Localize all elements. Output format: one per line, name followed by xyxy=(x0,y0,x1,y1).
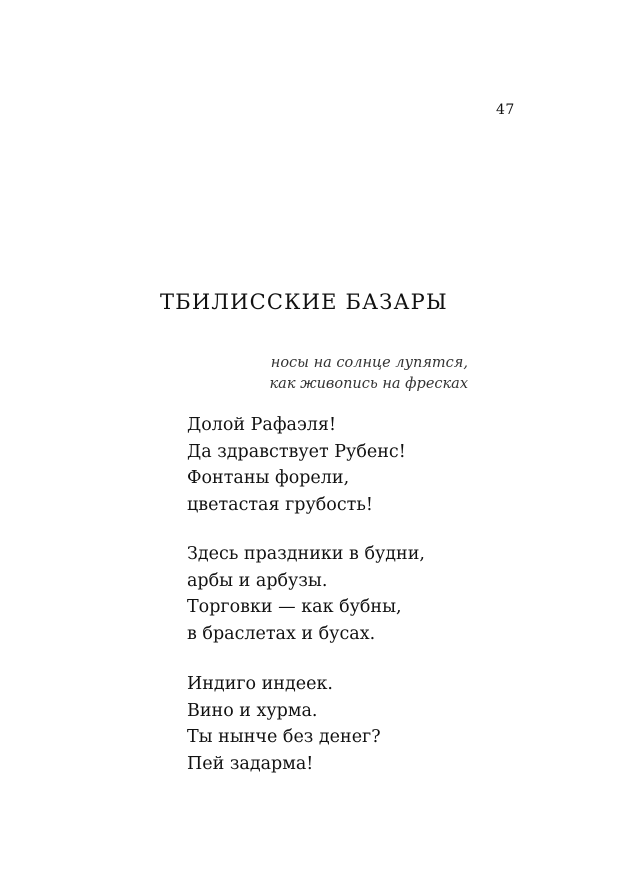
verse-line: Фонтаны форели, xyxy=(187,468,350,488)
stanza xyxy=(187,412,406,518)
verse-line: цветастая грубость! xyxy=(187,494,373,515)
stanza xyxy=(187,671,381,777)
epigraph xyxy=(250,353,468,395)
poem-title: ТБИЛИССКИЕ БАЗАРЫ xyxy=(160,290,448,314)
page-number: 47 xyxy=(496,102,515,118)
verse-line: Ты нынче без денег? xyxy=(187,727,381,747)
epigraph-line: как живопись на фресках xyxy=(269,376,468,392)
verse-line: Вино и хурма. xyxy=(187,700,318,721)
verse-line: Пей задарма! xyxy=(187,753,314,774)
stanza xyxy=(187,541,425,647)
verse-line: Торговки — как бубны, xyxy=(187,597,402,617)
verse-line: Да здравствует Рубенс! xyxy=(187,441,406,462)
verse-line: в браслетах и бусах. xyxy=(187,623,376,644)
verse-line: Долой Рафаэля! xyxy=(187,415,336,435)
verse-line: Здесь праздники в будни, xyxy=(187,544,425,564)
verse-line: Индиго индеек. xyxy=(187,674,333,694)
verse-line: арбы и арбузы. xyxy=(187,570,328,591)
epigraph-line: носы на солнце лупятся, xyxy=(270,355,468,371)
